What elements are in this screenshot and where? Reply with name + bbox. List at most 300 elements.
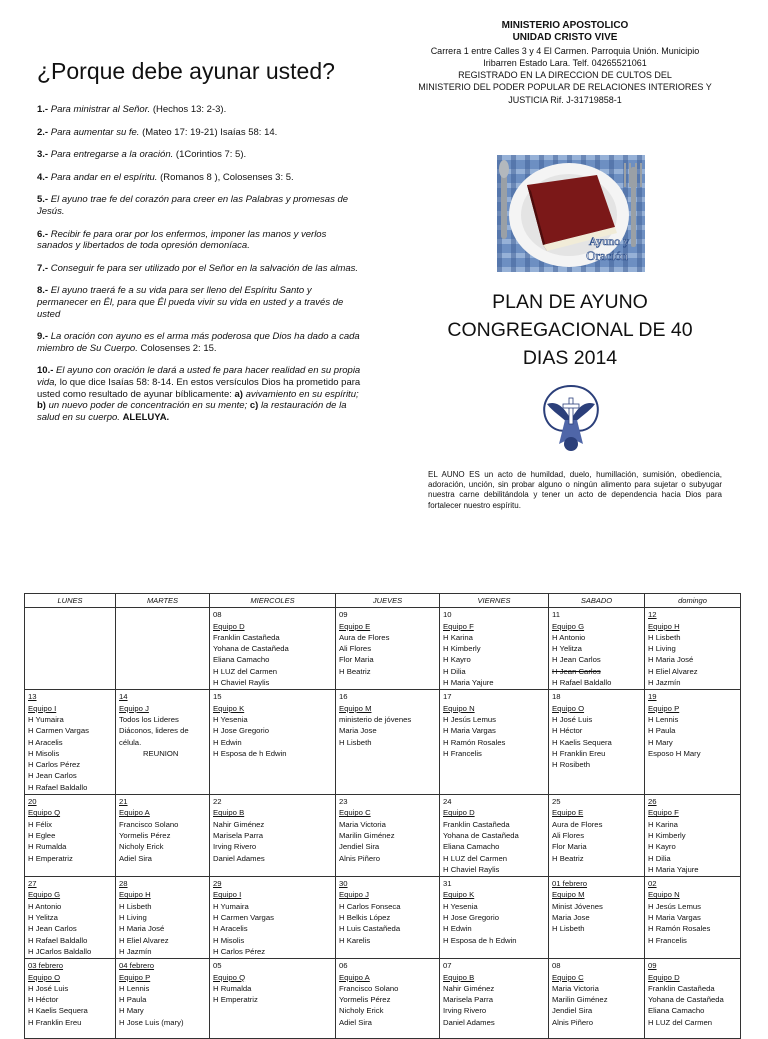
member-name: H Dilia (648, 853, 671, 863)
member-name: Jendiel Sira (552, 1006, 593, 1016)
member-name: H Antonio (552, 632, 586, 642)
team-name: Equipo D (648, 972, 680, 982)
member-name: Maria Jose (552, 913, 590, 923)
calendar-day-header: JUEVES (336, 594, 440, 608)
member-name: H Francelis (648, 935, 687, 945)
member-name: H Eliel Alvarez (119, 935, 169, 945)
team-name: Equipo N (648, 890, 680, 900)
member-name: H Jazmín (119, 946, 152, 956)
member-name: H Héctor (552, 726, 583, 736)
point-b-label: b) (37, 400, 46, 412)
calendar-day-cell (645, 877, 741, 959)
member-name: H Carlos Pérez (28, 760, 81, 770)
member-name: H Kaelis Sequera (552, 737, 612, 747)
day-number: 26 (648, 797, 657, 807)
member-name: H Héctor (28, 995, 59, 1005)
member-name: H Kayro (648, 842, 676, 852)
reason-reference: (Hechos 13: 2-3). (152, 104, 227, 115)
member-name: Eliana Camacho (648, 1006, 705, 1016)
calendar-day-cell (336, 690, 440, 795)
day-number: 05 (213, 961, 222, 971)
team-name: Equipo B (443, 972, 475, 982)
team-name: Equipo K (443, 890, 475, 900)
calendar-day-header: domingo (645, 594, 741, 608)
fasting-bible-image (497, 155, 645, 272)
member-name: Diáconos, lideres de (119, 726, 189, 736)
member-name: Eliana Camacho (213, 655, 270, 665)
reason-number: 6.- (37, 228, 49, 240)
member-name: REUNION (143, 748, 179, 758)
team-name: Equipo H (648, 621, 680, 631)
ministry-address: Carrera 1 entre Calles 3 y 4 El Carmen. Parroquia Unión. Municipio (430, 45, 700, 56)
ministry-name: MINISTERIO APOSTOLICO (501, 20, 629, 31)
member-name: Aura de Flores (339, 632, 390, 642)
member-name: H LUZ del Carmen (648, 1017, 713, 1027)
reason-item (37, 229, 362, 252)
member-name: H Rafael Baldallo (28, 935, 88, 945)
calendar-day-cell (440, 877, 549, 959)
member-name: Maria Victoria (552, 983, 599, 993)
member-name: H Jazmín (648, 678, 681, 688)
day-number: 22 (213, 797, 222, 807)
calendar-day-cell (116, 608, 210, 690)
point-a-text: avivamiento en su espíritu; (245, 388, 359, 400)
team-name: Equipo J (119, 703, 149, 713)
ministry-registry-2: MINISTERIO DEL PODER POPULAR DE RELACIONES INTERIORES Y (418, 82, 712, 93)
member-name: H Living (648, 644, 676, 654)
member-name: Nahir Giménez (213, 819, 265, 829)
ministry-phone: Iribarren Estado Lara. Telf. 04265521061 (483, 57, 647, 68)
day-number: 03 febrero (28, 961, 64, 971)
reason-item (37, 263, 362, 275)
day-number: 08 (552, 961, 561, 971)
reason-item (37, 285, 362, 320)
day-number: 21 (119, 797, 128, 807)
member-name: H Antonio (28, 901, 62, 911)
day-number: 11 (552, 610, 560, 620)
member-name: Jendiel Sira (339, 842, 380, 852)
calendar-day-cell (116, 959, 210, 1039)
calendar-day-cell (549, 959, 645, 1039)
member-name: Alnis Piñero (552, 1017, 594, 1027)
day-number: 04 febrero (119, 961, 155, 971)
member-name: H Carmen Vargas (28, 726, 89, 736)
fasting-definition: EL AUNO ES un acto de humildad, duelo, humillación, sumisión, obediencia, adoración, unción, sin probar alguno o ningún alimento para sujetar o subyugar nuestra carne debilitándola y tener un acto de dependencia hacia Dios para fortalecer nuestro espíritu. (428, 470, 722, 510)
calendar-day-cell (549, 608, 645, 690)
reason-number: 9.- (37, 331, 49, 343)
reason-number: 4.- (37, 171, 49, 183)
member-name: Nahir Giménez (443, 983, 495, 993)
point-c-label: c) (249, 400, 259, 412)
member-name: H Maria Yajure (443, 678, 494, 688)
member-name: H Kimberly (443, 644, 481, 654)
team-name: Equipo C (552, 972, 584, 982)
reason-text: El ayuno trae fe del corazón para creer en las Palabras y promesas de Jesús. (37, 194, 349, 217)
team-name: Equipo O (552, 703, 585, 713)
member-name: H Francelis (443, 748, 482, 758)
day-number: 16 (339, 692, 348, 702)
member-name: H Maria Yajure (648, 864, 699, 874)
plan-title-line-3: DIAS 2014 (522, 347, 618, 369)
reason-number: 10.- (37, 365, 54, 377)
calendar-week-row (25, 877, 741, 959)
reason-reference: (Mateo 17: 19-21) Isaías 58: 14. (142, 126, 278, 138)
team-name: Equipo D (213, 621, 245, 631)
member-name: Adiel Sira (339, 1017, 372, 1027)
member-name: H José Luis (552, 714, 593, 724)
member-name: H Karelis (339, 935, 371, 945)
member-name: Daniel Adames (443, 1017, 495, 1027)
calendar-day-cell (116, 877, 210, 959)
member-name: Nicholy Erick (339, 1006, 384, 1016)
member-name: H Kaelis Sequera (28, 1006, 88, 1016)
member-name: H Misolis (213, 935, 245, 945)
team-name: Equipo P (648, 703, 680, 713)
day-number: 14 (119, 692, 128, 702)
calendar-day-cell (210, 795, 336, 877)
member-name: H Eglee (28, 830, 56, 840)
member-name: Franklin Castañeda (213, 632, 280, 642)
member-name: Alnis Piñero (339, 853, 381, 863)
member-name: Flor Maria (339, 655, 374, 665)
calendar-day-header: MARTES (116, 594, 210, 608)
team-name: Equipo G (28, 890, 61, 900)
reason-item (37, 172, 362, 184)
day-number: 24 (443, 797, 452, 807)
member-name: H Kayro (443, 655, 471, 665)
calendar-day-cell (25, 608, 116, 690)
reason-item (37, 149, 362, 161)
reason-reference: Colosenses 2: 15. (140, 342, 217, 354)
member-name: Aura de Flores (552, 819, 603, 829)
member-name: H Jose Gregorio (443, 913, 499, 923)
reason-number: 5.- (37, 194, 49, 206)
reason-text: Recibir fe para orar por los enfermos, imponer las manos y verlos sanados y libertados de toda opresión demoníaca. (37, 228, 327, 252)
reason-item (37, 127, 362, 139)
member-name: Daniel Adames (213, 853, 265, 863)
member-name: H Karina (648, 819, 678, 829)
member-name: H Dilia (443, 666, 466, 676)
member-name: H Luis Castañeda (339, 924, 401, 934)
member-name: Yohana de Castañeda (213, 644, 289, 654)
member-name: H Edwin (443, 924, 472, 934)
calendar-body (25, 608, 741, 1039)
day-number: 17 (443, 692, 452, 702)
member-name: H Yesenia (443, 901, 478, 911)
calendar-day-cell (440, 959, 549, 1039)
calendar-day-cell (336, 959, 440, 1039)
reason-text-2: lo que dice Isaías 58: 8-14. En estos versículos Dios ha prometido para usted como resultado de ayunar bíblicamente: (37, 376, 361, 400)
member-name: H Jose Luis (mary) (119, 1017, 184, 1027)
reasons-list (37, 104, 362, 434)
fasting-calendar-table (24, 593, 741, 1039)
calendar-day-cell (645, 608, 741, 690)
day-number: 09 (648, 961, 657, 971)
team-name: Equipo C (339, 808, 371, 818)
member-name: H Maria Vargas (648, 913, 701, 923)
member-name: H JCarlos Baldallo (28, 946, 92, 956)
calendar-day-cell (645, 795, 741, 877)
member-name: Marilin Giménez (339, 830, 395, 840)
team-name: Equipo A (119, 808, 150, 818)
member-name: H Misolis (28, 748, 60, 758)
member-name: H Beatriz (552, 853, 584, 863)
team-name: Equipo Q (28, 808, 61, 818)
member-name: Franklin Castañeda (648, 983, 715, 993)
calendar-week-row (25, 795, 741, 877)
calendar-day-cell (645, 690, 741, 795)
member-name: H Aracelis (28, 737, 63, 747)
day-number: 30 (339, 879, 348, 889)
member-name: H Living (119, 913, 147, 923)
member-name: H Lisbeth (339, 737, 372, 747)
team-name: Equipo H (119, 890, 151, 900)
calendar-day-cell (210, 877, 336, 959)
team-name: Equipo A (339, 972, 370, 982)
calendar-week-row (25, 608, 741, 690)
image-caption-2: Oración (586, 248, 628, 263)
member-name: H Maria Vargas (443, 726, 496, 736)
member-name: Todos los Lideres (119, 714, 179, 724)
day-number: 09 (339, 610, 348, 620)
ministry-header (410, 20, 720, 106)
member-name: H Jean Carlos (552, 666, 601, 676)
member-name: H Yelitza (552, 644, 582, 654)
team-name: Equipo Q (213, 972, 246, 982)
day-number: 25 (552, 797, 561, 807)
member-name: Eliana Camacho (443, 842, 500, 852)
reason-reference: (Romanos 8 ), Colosenses 3: 5. (160, 171, 294, 183)
calendar-day-cell (25, 877, 116, 959)
day-number: 15 (213, 692, 222, 702)
calendar-day-cell (549, 877, 645, 959)
member-name: H Emperatriz (28, 853, 73, 863)
day-number: 07 (443, 961, 452, 971)
reason-item (37, 331, 362, 354)
day-number: 18 (552, 692, 561, 702)
plan-title-line-2: CONGREGACIONAL DE 40 (447, 319, 693, 341)
member-name: H Lisbeth (648, 632, 681, 642)
member-name: Marisela Parra (213, 830, 263, 840)
ministry-unit: UNIDAD CRISTO VIVE (512, 32, 618, 44)
page-title: ¿Porque debe ayunar usted? (37, 58, 335, 84)
day-number: 20 (28, 797, 37, 807)
member-name: Adiel Sira (119, 853, 152, 863)
closing-word: ALELUYA. (122, 411, 170, 423)
team-name: Equipo P (119, 972, 151, 982)
member-name: H Rafael Baldallo (28, 782, 88, 792)
member-name: H Emperatriz (213, 995, 258, 1005)
member-name: H Rafael Baldallo (552, 678, 612, 688)
team-name: Equipo I (213, 890, 242, 900)
member-name: Yormelis Pérez (339, 995, 391, 1005)
plan-title (430, 288, 710, 372)
member-name: H Rumalda (28, 842, 67, 852)
calendar-day-header: SABADO (549, 594, 645, 608)
calendar-day-cell (549, 795, 645, 877)
member-name: H Aracelis (213, 924, 248, 934)
ministry-rif: JUSTICIA Rif. J-31719858-1 (508, 94, 622, 105)
member-name: H Carlos Fonseca (339, 901, 401, 911)
calendar-day-cell (440, 608, 549, 690)
team-name: Equipo M (552, 890, 585, 900)
member-name: H Carlos Pérez (213, 946, 266, 956)
member-name: H Jose Gregorio (213, 726, 269, 736)
calendar-day-cell (210, 608, 336, 690)
member-name: ministerio de jóvenes (339, 714, 412, 724)
member-name: H Rumalda (213, 983, 252, 993)
calendar-day-cell (336, 608, 440, 690)
team-name: Equipo F (443, 621, 474, 631)
member-name: H Lennis (119, 983, 150, 993)
day-number: 23 (339, 797, 348, 807)
member-name: H Lennis (648, 714, 679, 724)
reason-text: El ayuno traerá fe a su vida para ser lleno del Espíritu Santo y permanecer en Él, para que Él pueda vivir su vida en usted y a través de usted (37, 285, 344, 320)
member-name: H Yumaira (28, 714, 64, 724)
member-name: H Rosibeth (552, 760, 591, 770)
calendar-week-row (25, 690, 741, 795)
reason-text: Para ministrar al Señor. (50, 104, 151, 115)
member-name: H Kimberly (648, 830, 686, 840)
calendar-day-cell (336, 795, 440, 877)
calendar-header-row (25, 594, 741, 608)
member-name: Irving Rivero (443, 1006, 487, 1016)
reason-number: 2.- (37, 126, 49, 138)
member-name: Flor Maria (552, 842, 587, 852)
reason-item (37, 365, 362, 423)
calendar-day-cell (25, 690, 116, 795)
team-name: Equipo G (552, 621, 585, 631)
reason-text: El ayuno con oración le dará a usted fe para hacer realidad en su propia vida, (37, 365, 361, 388)
member-name: H José Luis (28, 983, 69, 993)
calendar-week-row (25, 959, 741, 1039)
calendar-day-cell (336, 877, 440, 959)
reason-text: La oración con ayuno es el arma más poderosa que Dios ha dado a cada miembro de Su Cuerpo. (37, 331, 360, 354)
reason-number: 3.- (37, 149, 49, 161)
day-number: 02 (648, 879, 657, 889)
team-name: Equipo K (213, 703, 245, 713)
member-name: H Belkis López (339, 913, 391, 923)
image-caption-1: Ayuno y (588, 234, 630, 248)
member-name: Franklin Castañeda (443, 819, 510, 829)
calendar-day-cell (116, 795, 210, 877)
member-name: H Jean Carlos (552, 655, 601, 665)
member-name: Marilin Giménez (552, 995, 608, 1005)
day-number: 13 (28, 692, 37, 702)
member-name: H Edwin (213, 737, 242, 747)
team-name: Equipo F (648, 808, 679, 818)
member-name: Ali Flores (552, 830, 585, 840)
day-number: 10 (443, 610, 452, 620)
day-number: 06 (339, 961, 348, 971)
member-name: H Maria José (648, 655, 694, 665)
day-number: 08 (213, 610, 222, 620)
calendar-day-cell (116, 690, 210, 795)
member-name: H Chaviel Raylis (213, 678, 270, 688)
member-name: H Jesús Lemus (443, 714, 496, 724)
member-name: H Mary (648, 737, 673, 747)
point-b-text: un nuevo poder de concentración en su mente; (48, 400, 248, 412)
day-number: 27 (28, 879, 37, 889)
member-name: H Yesenia (213, 714, 248, 724)
ministry-seal-logo (535, 382, 607, 457)
calendar-day-cell (440, 690, 549, 795)
member-name: Yohana de Castañeda (443, 830, 519, 840)
member-name: Ali Flores (339, 644, 372, 654)
reason-number: 8.- (37, 285, 49, 297)
reason-item (37, 194, 362, 217)
calendar-day-cell (210, 690, 336, 795)
calendar-day-cell (549, 690, 645, 795)
team-name: Equipo N (443, 703, 475, 713)
member-name: H Paula (119, 995, 147, 1005)
member-name: H Ramón Rosales (648, 924, 711, 934)
calendar-day-cell (25, 795, 116, 877)
calendar-day-cell (25, 959, 116, 1039)
day-number: 29 (213, 879, 222, 889)
member-name: Maria Jose (339, 726, 377, 736)
member-name: H Esposa de h Edwin (443, 935, 517, 945)
member-name: H Yumaira (213, 901, 249, 911)
member-name: H Esposa de h Edwin (213, 748, 287, 758)
member-name: célula. (119, 737, 142, 747)
team-name: Equipo I (28, 703, 57, 713)
member-name: H Félix (28, 819, 52, 829)
team-name: Equipo B (213, 808, 245, 818)
reason-text: Para entregarse a la oración. (50, 149, 174, 161)
member-name: H Jesús Lemus (648, 901, 701, 911)
member-name: H Yelitza (28, 913, 58, 923)
calendar-day-cell (440, 795, 549, 877)
member-name: H Lisbeth (552, 924, 585, 934)
member-name: H LUZ del Carmen (213, 666, 278, 676)
plan-title-line-1: PLAN DE AYUNO (492, 291, 648, 313)
member-name: H Mary (119, 1006, 144, 1016)
member-name: H Carmen Vargas (213, 913, 274, 923)
reason-text: Conseguir fe para ser utilizado por el Señor en la salvación de las almas. (50, 262, 359, 274)
team-name: Equipo E (552, 808, 584, 818)
day-number: 12 (648, 610, 657, 620)
member-name: H Maria José (119, 924, 165, 934)
reason-item (37, 104, 362, 116)
member-name: Irving Rivero (213, 842, 257, 852)
point-a-label: a) (234, 388, 243, 400)
member-name: Francisco Solano (339, 983, 399, 993)
team-name: Equipo D (443, 808, 475, 818)
member-name: Maria Victoria (339, 819, 386, 829)
member-name: H Franklin Ereu (28, 1017, 82, 1027)
member-name: H Chaviel Raylis (443, 864, 500, 874)
calendar-day-header: VIERNES (440, 594, 549, 608)
member-name: H Paula (648, 726, 676, 736)
member-name: H Jean Carlos (28, 771, 77, 781)
member-name: Yormelis Pérez (119, 830, 171, 840)
calendar-day-cell (645, 959, 741, 1039)
member-name: H Franklin Ereu (552, 748, 606, 758)
member-name: H Lisbeth (119, 901, 152, 911)
calendar-day-cell (210, 959, 336, 1039)
day-number: 31 (443, 879, 452, 889)
reason-number: 1.- (37, 104, 49, 115)
member-name: H Jean Carlos (28, 924, 77, 934)
reason-reference: (1Corintios 7: 5). (175, 149, 247, 161)
point-c-text: la restauración de la salud en su cuerpo. (37, 400, 347, 423)
member-name: H Eliel Alvarez (648, 666, 698, 676)
team-name: Equipo O (28, 972, 61, 982)
team-name: Equipo M (339, 703, 372, 713)
member-name: Esposo H Mary (648, 748, 701, 758)
day-number: 19 (648, 692, 657, 702)
